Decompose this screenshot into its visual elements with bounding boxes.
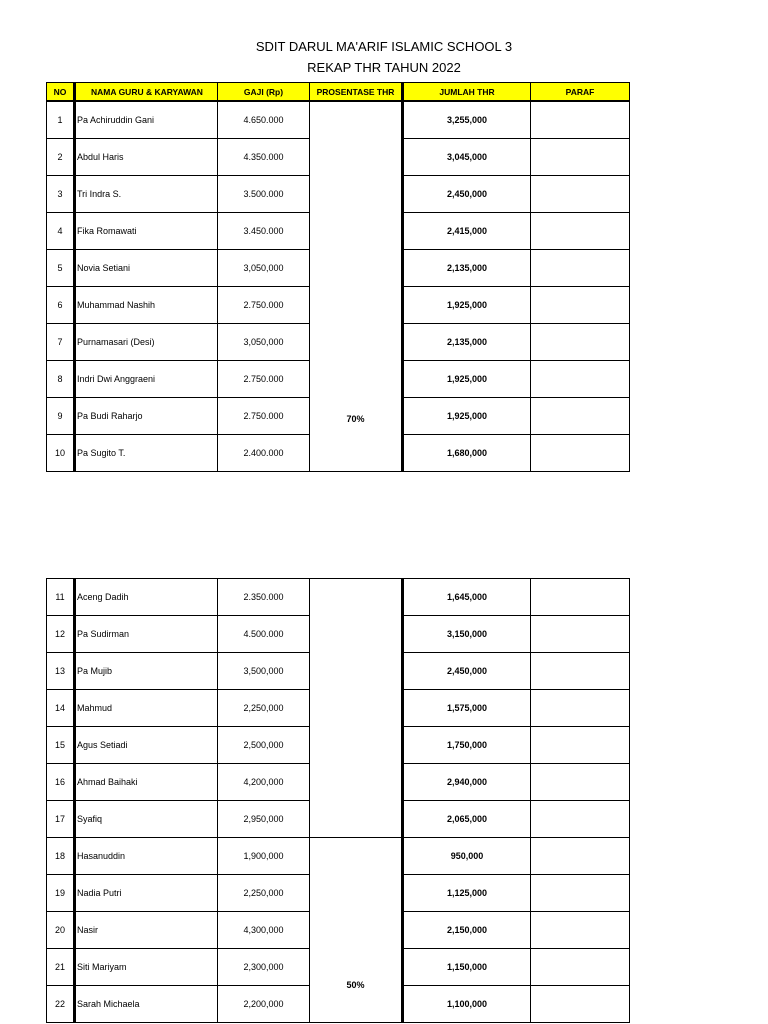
row-no: 17 bbox=[47, 801, 75, 838]
row-name: Fika Romawati bbox=[75, 213, 218, 250]
row-gaji: 3,500,000 bbox=[218, 653, 310, 690]
row-jumlah: 3,255,000 bbox=[403, 101, 531, 139]
row-name: Aceng Dadih bbox=[75, 579, 218, 616]
table-row bbox=[47, 838, 630, 875]
row-gaji: 3,050,000 bbox=[218, 250, 310, 287]
row-paraf-signature[interactable] bbox=[531, 616, 630, 653]
row-jumlah: 2,450,000 bbox=[403, 653, 531, 690]
row-gaji: 4.650.000 bbox=[218, 101, 310, 139]
row-gaji: 2.750.000 bbox=[218, 361, 310, 398]
row-paraf-signature[interactable] bbox=[531, 176, 630, 213]
col-header-no: NO bbox=[47, 83, 75, 102]
row-jumlah: 2,135,000 bbox=[403, 324, 531, 361]
row-name: Purnamasari (Desi) bbox=[75, 324, 218, 361]
row-paraf-signature[interactable] bbox=[531, 579, 630, 616]
row-paraf-signature[interactable] bbox=[531, 101, 630, 139]
row-gaji: 2.750.000 bbox=[218, 398, 310, 435]
row-paraf-signature[interactable] bbox=[531, 838, 630, 875]
row-jumlah: 2,940,000 bbox=[403, 764, 531, 801]
row-jumlah: 2,150,000 bbox=[403, 912, 531, 949]
row-jumlah: 3,150,000 bbox=[403, 616, 531, 653]
row-name: Novia Setiani bbox=[75, 250, 218, 287]
row-paraf-signature[interactable] bbox=[531, 435, 630, 472]
row-gaji: 3.450.000 bbox=[218, 213, 310, 250]
row-name: Hasanuddin bbox=[75, 838, 218, 875]
thr-table-2 bbox=[46, 578, 630, 1023]
row-no: 10 bbox=[47, 435, 75, 472]
row-name: Pa Sugito T. bbox=[75, 435, 218, 472]
row-gaji: 3,050,000 bbox=[218, 324, 310, 361]
table-row bbox=[47, 101, 630, 139]
row-gaji: 2.400.000 bbox=[218, 435, 310, 472]
row-jumlah: 2,415,000 bbox=[403, 213, 531, 250]
row-gaji: 4,300,000 bbox=[218, 912, 310, 949]
row-no: 3 bbox=[47, 176, 75, 213]
col-header-name: NAMA GURU & KARYAWAN bbox=[75, 83, 218, 102]
row-jumlah: 2,065,000 bbox=[403, 801, 531, 838]
row-paraf-signature[interactable] bbox=[531, 801, 630, 838]
row-no: 6 bbox=[47, 287, 75, 324]
col-header-paraf: PARAF bbox=[531, 83, 630, 102]
row-jumlah: 2,450,000 bbox=[403, 176, 531, 213]
row-paraf-signature[interactable] bbox=[531, 250, 630, 287]
row-name: Sarah Michaela bbox=[75, 986, 218, 1023]
row-jumlah: 3,045,000 bbox=[403, 139, 531, 176]
row-name: Pa Achiruddin Gani bbox=[75, 101, 218, 139]
row-name: Pa Sudirman bbox=[75, 616, 218, 653]
row-gaji: 2,250,000 bbox=[218, 690, 310, 727]
row-percentage: 70% bbox=[310, 101, 403, 472]
row-gaji: 4.500.000 bbox=[218, 616, 310, 653]
row-no: 12 bbox=[47, 616, 75, 653]
row-percentage: 50% bbox=[310, 838, 403, 1023]
row-gaji: 2.350.000 bbox=[218, 579, 310, 616]
document-subtitle: REKAP THR TAHUN 2022 bbox=[307, 60, 461, 75]
row-paraf-signature[interactable] bbox=[531, 727, 630, 764]
table-row bbox=[47, 579, 630, 616]
row-paraf-signature[interactable] bbox=[531, 875, 630, 912]
row-paraf-signature[interactable] bbox=[531, 949, 630, 986]
row-jumlah: 1,925,000 bbox=[403, 398, 531, 435]
col-header-jumlah: JUMLAH THR bbox=[403, 83, 531, 102]
document-title: SDIT DARUL MA'ARIF ISLAMIC SCHOOL 3 bbox=[255, 39, 513, 54]
row-name: Ahmad Baihaki bbox=[75, 764, 218, 801]
row-jumlah: 950,000 bbox=[403, 838, 531, 875]
row-paraf-signature[interactable] bbox=[531, 690, 630, 727]
table-header-row bbox=[47, 83, 630, 102]
row-no: 14 bbox=[47, 690, 75, 727]
row-jumlah: 1,750,000 bbox=[403, 727, 531, 764]
row-name: Muhammad Nashih bbox=[75, 287, 218, 324]
row-no: 21 bbox=[47, 949, 75, 986]
row-paraf-signature[interactable] bbox=[531, 213, 630, 250]
row-no: 8 bbox=[47, 361, 75, 398]
row-jumlah: 1,150,000 bbox=[403, 949, 531, 986]
row-gaji: 4.350.000 bbox=[218, 139, 310, 176]
row-paraf-signature[interactable] bbox=[531, 361, 630, 398]
row-jumlah: 1,100,000 bbox=[403, 986, 531, 1023]
row-jumlah: 1,575,000 bbox=[403, 690, 531, 727]
row-name: Agus Setiadi bbox=[75, 727, 218, 764]
row-jumlah: 1,925,000 bbox=[403, 287, 531, 324]
row-gaji: 1,900,000 bbox=[218, 838, 310, 875]
col-header-pct: PROSENTASE THR bbox=[310, 83, 403, 102]
row-name: Siti Mariyam bbox=[75, 949, 218, 986]
row-no: 5 bbox=[47, 250, 75, 287]
row-no: 20 bbox=[47, 912, 75, 949]
row-no: 22 bbox=[47, 986, 75, 1023]
row-gaji: 2,950,000 bbox=[218, 801, 310, 838]
row-gaji: 2,250,000 bbox=[218, 875, 310, 912]
row-no: 11 bbox=[47, 579, 75, 616]
row-gaji: 2.750.000 bbox=[218, 287, 310, 324]
row-jumlah: 1,125,000 bbox=[403, 875, 531, 912]
row-name: Abdul Haris bbox=[75, 139, 218, 176]
row-paraf-signature[interactable] bbox=[531, 398, 630, 435]
row-name: Pa Mujib bbox=[75, 653, 218, 690]
row-name: Tri Indra S. bbox=[75, 176, 218, 213]
row-name: Pa Budi Raharjo bbox=[75, 398, 218, 435]
row-no: 19 bbox=[47, 875, 75, 912]
row-paraf-signature[interactable] bbox=[531, 324, 630, 361]
row-gaji: 2,200,000 bbox=[218, 986, 310, 1023]
row-paraf-signature[interactable] bbox=[531, 139, 630, 176]
col-header-gaji: GAJI (Rp) bbox=[218, 83, 310, 102]
row-jumlah: 1,645,000 bbox=[403, 579, 531, 616]
row-gaji: 2,300,000 bbox=[218, 949, 310, 986]
row-percentage bbox=[310, 579, 403, 838]
row-no: 13 bbox=[47, 653, 75, 690]
row-no: 1 bbox=[47, 101, 75, 139]
row-no: 7 bbox=[47, 324, 75, 361]
row-jumlah: 1,925,000 bbox=[403, 361, 531, 398]
row-no: 18 bbox=[47, 838, 75, 875]
row-gaji: 4,200,000 bbox=[218, 764, 310, 801]
row-paraf-signature[interactable] bbox=[531, 986, 630, 1023]
row-no: 4 bbox=[47, 213, 75, 250]
row-no: 9 bbox=[47, 398, 75, 435]
row-gaji: 2,500,000 bbox=[218, 727, 310, 764]
row-paraf-signature[interactable] bbox=[531, 287, 630, 324]
row-name: Nadia Putri bbox=[75, 875, 218, 912]
row-no: 16 bbox=[47, 764, 75, 801]
row-gaji: 3.500.000 bbox=[218, 176, 310, 213]
row-name: Indri Dwi Anggraeni bbox=[75, 361, 218, 398]
row-name: Syafiq bbox=[75, 801, 218, 838]
row-paraf-signature[interactable] bbox=[531, 764, 630, 801]
row-name: Mahmud bbox=[75, 690, 218, 727]
row-jumlah: 2,135,000 bbox=[403, 250, 531, 287]
row-name: Nasir bbox=[75, 912, 218, 949]
row-paraf-signature[interactable] bbox=[531, 912, 630, 949]
thr-table-1 bbox=[46, 82, 630, 472]
row-no: 2 bbox=[47, 139, 75, 176]
row-paraf-signature[interactable] bbox=[531, 653, 630, 690]
row-jumlah: 1,680,000 bbox=[403, 435, 531, 472]
row-no: 15 bbox=[47, 727, 75, 764]
